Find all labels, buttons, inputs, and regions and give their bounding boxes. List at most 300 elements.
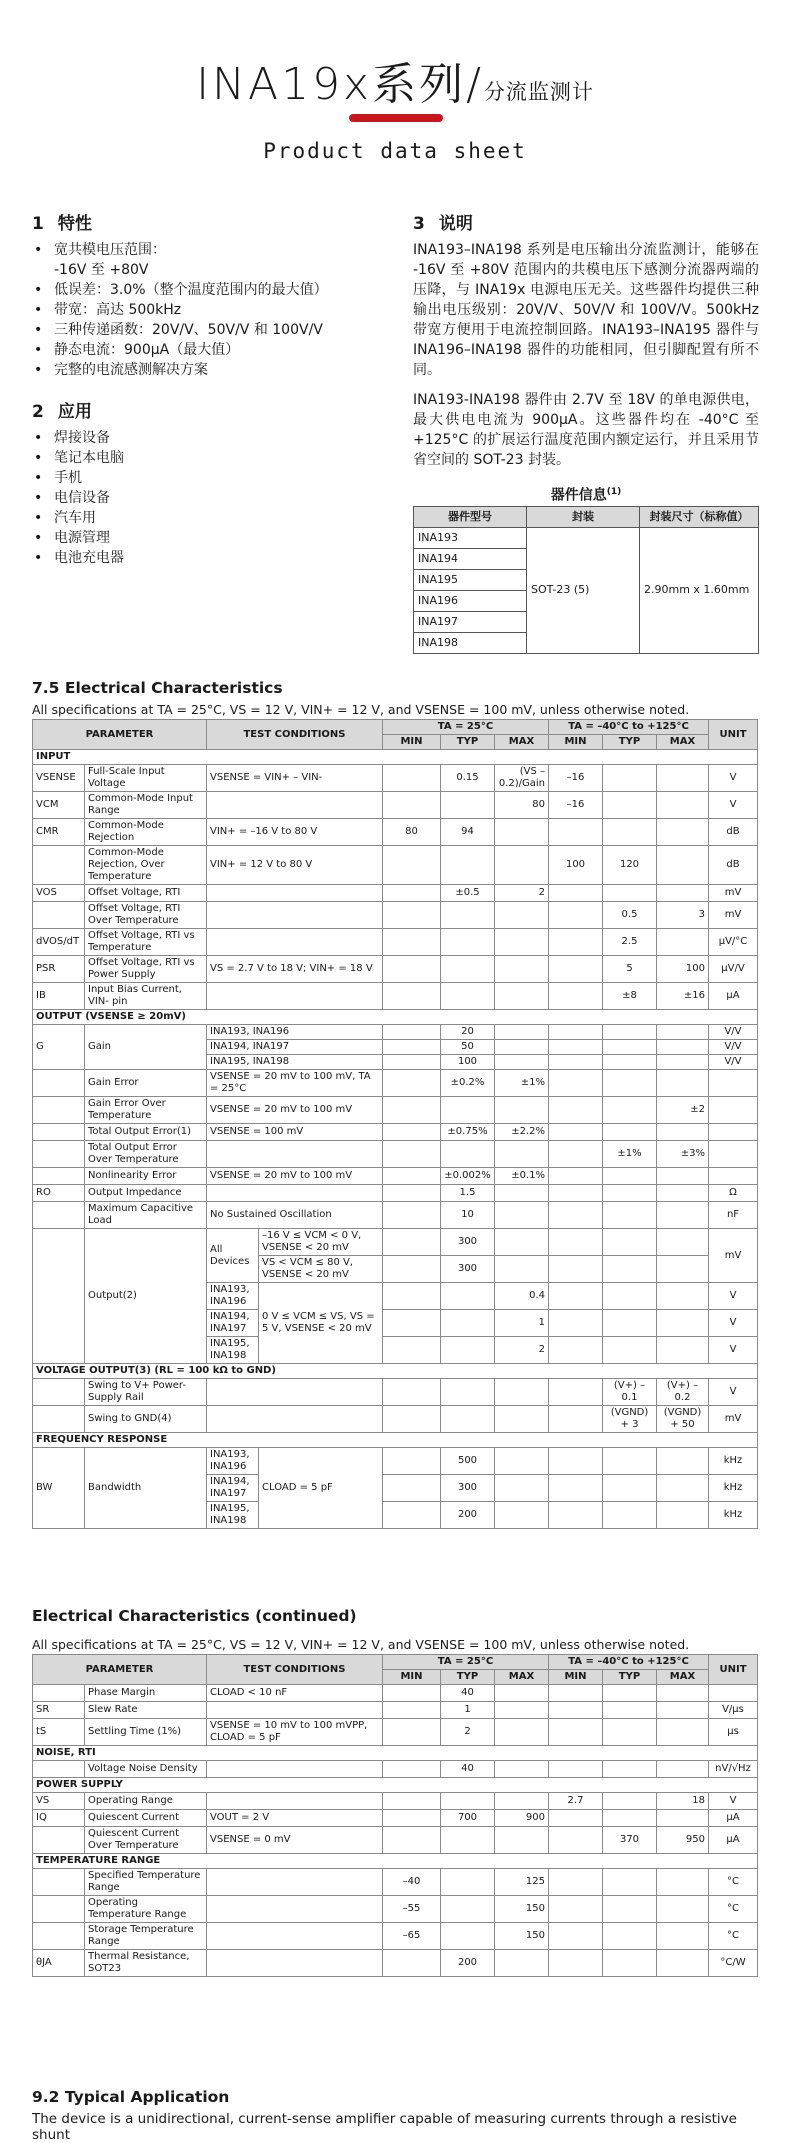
value: 3 bbox=[657, 902, 709, 929]
symbol: PSR bbox=[33, 956, 85, 983]
value bbox=[657, 1685, 709, 1702]
table-row bbox=[33, 792, 758, 819]
unit: V bbox=[709, 1337, 758, 1364]
symbol bbox=[33, 1406, 85, 1433]
parameter: Output Impedance bbox=[85, 1185, 207, 1202]
ec-note: All specifications at TA = 25°C, VS = 12 V, VIN+ = 12 V, and VSENSE = 100 mV, unless otherwise noted. bbox=[32, 1637, 690, 1652]
value bbox=[657, 1950, 709, 1977]
value bbox=[383, 1256, 441, 1283]
value bbox=[383, 1827, 441, 1854]
parameter: Operating Range bbox=[85, 1793, 207, 1810]
test-condition: CLOAD = 5 pF bbox=[259, 1448, 383, 1529]
part-number: INA193 bbox=[414, 527, 527, 548]
value bbox=[549, 1025, 603, 1040]
value bbox=[657, 1448, 709, 1475]
symbol bbox=[33, 1896, 85, 1923]
table-header: UNIT bbox=[709, 1655, 758, 1685]
value bbox=[383, 885, 441, 902]
value bbox=[603, 819, 657, 846]
table-row bbox=[33, 1685, 758, 1702]
unit: V/μs bbox=[709, 1702, 758, 1719]
value bbox=[603, 1168, 657, 1185]
left-column bbox=[32, 214, 392, 568]
unit: kHz bbox=[709, 1475, 758, 1502]
parameter: Voltage Noise Density bbox=[85, 1761, 207, 1778]
symbol bbox=[33, 1923, 85, 1950]
value bbox=[657, 885, 709, 902]
symbol: CMR bbox=[33, 819, 85, 846]
table-header: UNIT bbox=[709, 720, 758, 750]
value bbox=[549, 1475, 603, 1502]
value bbox=[603, 1310, 657, 1337]
value bbox=[603, 1185, 657, 1202]
value bbox=[657, 1283, 709, 1310]
ec-note: All specifications at TA = 25°C, VS = 12 V, VIN+ = 12 V, and VSENSE = 100 mV, unless otherwise noted. bbox=[32, 702, 690, 717]
table-row bbox=[33, 819, 758, 846]
value: 18 bbox=[657, 1793, 709, 1810]
part-number: INA196 bbox=[414, 590, 527, 611]
table-header: TYP bbox=[441, 735, 495, 750]
value bbox=[549, 1379, 603, 1406]
value: 100 bbox=[657, 956, 709, 983]
parameter: Maximum Capacitive Load bbox=[85, 1202, 207, 1229]
value bbox=[383, 956, 441, 983]
test-condition bbox=[207, 792, 383, 819]
group-label: INPUT bbox=[33, 750, 758, 765]
value bbox=[603, 1502, 657, 1529]
test-condition bbox=[207, 885, 383, 902]
value bbox=[383, 1502, 441, 1529]
device-group: INA193, INA196 bbox=[207, 1283, 259, 1310]
symbol: RO bbox=[33, 1185, 85, 1202]
value bbox=[603, 1869, 657, 1896]
value bbox=[495, 1702, 549, 1719]
title-main: INA19x系列/ bbox=[196, 59, 484, 110]
value bbox=[441, 1827, 495, 1854]
value bbox=[657, 1168, 709, 1185]
value: 50 bbox=[441, 1040, 495, 1055]
test-condition bbox=[207, 1185, 383, 1202]
unit: V bbox=[709, 1793, 758, 1810]
test-condition bbox=[207, 1950, 383, 1977]
value bbox=[383, 1310, 441, 1337]
symbol bbox=[33, 846, 85, 885]
value bbox=[657, 1475, 709, 1502]
test-condition: VSENSE = 100 mV bbox=[207, 1124, 383, 1141]
value bbox=[603, 1793, 657, 1810]
symbol: VSENSE bbox=[33, 765, 85, 792]
value bbox=[383, 983, 441, 1010]
list-item: -16V 至 +80V bbox=[54, 262, 149, 278]
value bbox=[495, 1141, 549, 1168]
parameter: Common-Mode Rejection, Over Temperature bbox=[85, 846, 207, 885]
value: 300 bbox=[441, 1229, 495, 1256]
value: 150 bbox=[495, 1923, 549, 1950]
test-condition: VIN+ = 12 V to 80 V bbox=[207, 846, 383, 885]
symbol: G bbox=[33, 1025, 85, 1070]
value bbox=[495, 1097, 549, 1124]
value bbox=[441, 929, 495, 956]
parameter: Offset Voltage, RTI vs Power Supply bbox=[85, 956, 207, 983]
list-item: • 汽车用 bbox=[32, 508, 392, 528]
parameter: Phase Margin bbox=[85, 1685, 207, 1702]
value: (V+) – 0.2 bbox=[657, 1379, 709, 1406]
value: (VGND) + 50 bbox=[657, 1406, 709, 1433]
value bbox=[549, 1337, 603, 1364]
value bbox=[603, 1896, 657, 1923]
table-header: MIN bbox=[549, 735, 603, 750]
value bbox=[441, 1793, 495, 1810]
value bbox=[441, 956, 495, 983]
device-group: INA194, INA197 bbox=[207, 1310, 259, 1337]
value bbox=[657, 1124, 709, 1141]
value bbox=[495, 1055, 549, 1070]
value bbox=[383, 1761, 441, 1778]
unit: mV bbox=[709, 902, 758, 929]
value bbox=[383, 1810, 441, 1827]
value: 200 bbox=[441, 1950, 495, 1977]
value bbox=[549, 1055, 603, 1070]
list-item: • 完整的电流感测解决方案 bbox=[32, 360, 392, 380]
unit: mV bbox=[709, 1406, 758, 1433]
parameter: Gain Error Over Temperature bbox=[85, 1097, 207, 1124]
value: (V+) – 0.1 bbox=[603, 1379, 657, 1406]
value bbox=[441, 1923, 495, 1950]
value bbox=[495, 1685, 549, 1702]
test-condition: INA193, INA196 bbox=[207, 1025, 383, 1040]
table-header: TYP bbox=[441, 1670, 495, 1685]
value bbox=[549, 1761, 603, 1778]
page-title bbox=[0, 48, 790, 112]
list-item: • 笔记本电脑 bbox=[32, 448, 392, 468]
value bbox=[383, 1793, 441, 1810]
test-condition bbox=[207, 1379, 383, 1406]
value bbox=[603, 1950, 657, 1977]
test-condition: 0 V ≤ VCM ≤ VS, VS = 5 V, VSENSE < 20 mV bbox=[259, 1283, 383, 1364]
unit: V bbox=[709, 1379, 758, 1406]
value bbox=[549, 983, 603, 1010]
test-condition: VIN+ = –16 V to 80 V bbox=[207, 819, 383, 846]
part-number: INA197 bbox=[414, 611, 527, 632]
table-group-row bbox=[33, 1433, 758, 1448]
parameter: Slew Rate bbox=[85, 1702, 207, 1719]
test-condition bbox=[207, 1406, 383, 1433]
symbol bbox=[33, 1761, 85, 1778]
value bbox=[383, 1283, 441, 1310]
table-header: MIN bbox=[549, 1670, 603, 1685]
parameter: Thermal Resistance, SOT23 bbox=[85, 1950, 207, 1977]
symbol: IB bbox=[33, 983, 85, 1010]
value: 0.15 bbox=[441, 765, 495, 792]
value bbox=[603, 1070, 657, 1097]
list-item: • 带宽：高达 500kHz bbox=[32, 300, 392, 320]
value bbox=[441, 983, 495, 1010]
value bbox=[383, 1124, 441, 1141]
value: 1 bbox=[495, 1310, 549, 1337]
test-condition: VS = 2.7 V to 18 V; VIN+ = 18 V bbox=[207, 956, 383, 983]
table-group-row bbox=[33, 1364, 758, 1379]
value: 300 bbox=[441, 1475, 495, 1502]
value bbox=[549, 1283, 603, 1310]
value bbox=[383, 902, 441, 929]
test-condition: VSENSE = 20 mV to 100 mV bbox=[207, 1097, 383, 1124]
value bbox=[383, 1040, 441, 1055]
value bbox=[603, 1097, 657, 1124]
value bbox=[657, 846, 709, 885]
value bbox=[603, 765, 657, 792]
table-header: MIN bbox=[383, 735, 441, 750]
value: 20 bbox=[441, 1025, 495, 1040]
value bbox=[603, 1810, 657, 1827]
value bbox=[603, 1448, 657, 1475]
unit: °C bbox=[709, 1869, 758, 1896]
value: 5 bbox=[603, 956, 657, 983]
table-header: TYP bbox=[603, 735, 657, 750]
value bbox=[441, 1097, 495, 1124]
value bbox=[495, 819, 549, 846]
value bbox=[657, 792, 709, 819]
value bbox=[383, 1070, 441, 1097]
parameter: Input Bias Current, VIN- pin bbox=[85, 983, 207, 1010]
test-condition bbox=[207, 1793, 383, 1810]
value: 125 bbox=[495, 1869, 549, 1896]
value bbox=[549, 929, 603, 956]
table-row bbox=[33, 1793, 758, 1810]
value bbox=[603, 1055, 657, 1070]
list-item: • 电源管理 bbox=[32, 528, 392, 548]
value bbox=[441, 902, 495, 929]
list-item: • 手机 bbox=[32, 468, 392, 488]
device-group: INA195, INA198 bbox=[207, 1502, 259, 1529]
value bbox=[383, 929, 441, 956]
value bbox=[495, 1256, 549, 1283]
symbol: SR bbox=[33, 1702, 85, 1719]
value bbox=[441, 1310, 495, 1337]
symbol: tS bbox=[33, 1719, 85, 1746]
parameter: Storage Temperature Range bbox=[85, 1923, 207, 1950]
table-row bbox=[33, 1761, 758, 1778]
unit: kHz bbox=[709, 1448, 758, 1475]
value bbox=[549, 1168, 603, 1185]
table-header: TA = 25°C bbox=[383, 1655, 549, 1670]
value bbox=[657, 1229, 709, 1256]
test-condition bbox=[207, 1923, 383, 1950]
value: ±0.5 bbox=[441, 885, 495, 902]
parameter: Gain bbox=[85, 1025, 207, 1070]
table-group-row bbox=[33, 1778, 758, 1793]
value: 120 bbox=[603, 846, 657, 885]
symbol bbox=[33, 1827, 85, 1854]
parameter: Offset Voltage, RTI Over Temperature bbox=[85, 902, 207, 929]
group-label: NOISE, RTI bbox=[33, 1746, 758, 1761]
part-number: INA194 bbox=[414, 548, 527, 569]
value: 200 bbox=[441, 1502, 495, 1529]
value bbox=[383, 1185, 441, 1202]
unit: dB bbox=[709, 846, 758, 885]
value bbox=[603, 792, 657, 819]
list-item: • 电信设备 bbox=[32, 488, 392, 508]
unit: °C bbox=[709, 1923, 758, 1950]
unit bbox=[709, 1124, 758, 1141]
value bbox=[441, 1379, 495, 1406]
list-item: • 三种传递函数：20V/V、50V/V 和 100V/V bbox=[32, 320, 392, 340]
value bbox=[657, 765, 709, 792]
value bbox=[383, 1025, 441, 1040]
value bbox=[603, 1719, 657, 1746]
group-label: POWER SUPPLY bbox=[33, 1778, 758, 1793]
value bbox=[549, 1185, 603, 1202]
value bbox=[383, 1475, 441, 1502]
value bbox=[549, 1406, 603, 1433]
features-list bbox=[32, 240, 392, 380]
test-condition: –16 V ≤ VCM < 0 V, VSENSE < 20 mV bbox=[259, 1229, 383, 1256]
right-column bbox=[413, 214, 759, 654]
value bbox=[657, 1310, 709, 1337]
ec-continued-heading: Electrical Characteristics (continued) bbox=[32, 1607, 357, 1625]
value bbox=[383, 1448, 441, 1475]
parameter: Total Output Error(1) bbox=[85, 1124, 207, 1141]
table-header: MAX bbox=[657, 1670, 709, 1685]
value: (VGND) + 3 bbox=[603, 1406, 657, 1433]
value bbox=[603, 885, 657, 902]
value bbox=[549, 1141, 603, 1168]
value bbox=[549, 1070, 603, 1097]
parameter: Common-Mode Input Range bbox=[85, 792, 207, 819]
device-group: INA194, INA197 bbox=[207, 1475, 259, 1502]
value bbox=[657, 1719, 709, 1746]
test-condition bbox=[207, 1761, 383, 1778]
group-label: VOLTAGE OUTPUT(3) (RL = 100 kΩ to GND) bbox=[33, 1364, 758, 1379]
electrical-characteristics-table bbox=[32, 719, 758, 1529]
value bbox=[657, 1810, 709, 1827]
value bbox=[549, 1923, 603, 1950]
symbol bbox=[33, 1379, 85, 1406]
value bbox=[549, 1869, 603, 1896]
value bbox=[495, 902, 549, 929]
value bbox=[549, 885, 603, 902]
table-header: TA = –40°C to +125°C bbox=[549, 720, 709, 735]
value bbox=[549, 1719, 603, 1746]
value bbox=[603, 1283, 657, 1310]
parameter: Offset Voltage, RTI bbox=[85, 885, 207, 902]
table-row bbox=[33, 846, 758, 885]
table-row bbox=[33, 1124, 758, 1141]
value bbox=[383, 1685, 441, 1702]
value bbox=[603, 1202, 657, 1229]
unit: °C/W bbox=[709, 1950, 758, 1977]
value bbox=[657, 1185, 709, 1202]
value bbox=[495, 1827, 549, 1854]
description-heading: 3 说明 bbox=[413, 214, 473, 234]
value bbox=[549, 1685, 603, 1702]
test-condition bbox=[207, 1141, 383, 1168]
value bbox=[441, 1283, 495, 1310]
value: 40 bbox=[441, 1685, 495, 1702]
electrical-characteristics-continued-table bbox=[32, 1654, 758, 1977]
table-row bbox=[33, 1896, 758, 1923]
parameter: Quiescent Current bbox=[85, 1810, 207, 1827]
value bbox=[603, 1229, 657, 1256]
value bbox=[441, 1896, 495, 1923]
device-group: INA193, INA196 bbox=[207, 1448, 259, 1475]
device-info-table bbox=[413, 506, 759, 654]
typical-application-text: The device is a unidirectional, current-sense amplifier capable of measuring currents through a resistive shunt bbox=[32, 2111, 737, 2143]
unit: μA bbox=[709, 1827, 758, 1854]
value bbox=[495, 846, 549, 885]
symbol bbox=[33, 902, 85, 929]
unit: nF bbox=[709, 1202, 758, 1229]
parameter: Quiescent Current Over Temperature bbox=[85, 1827, 207, 1854]
value: –16 bbox=[549, 792, 603, 819]
value bbox=[495, 929, 549, 956]
value bbox=[441, 1337, 495, 1364]
value: 100 bbox=[549, 846, 603, 885]
parameter: Operating Temperature Range bbox=[85, 1896, 207, 1923]
value bbox=[549, 1040, 603, 1055]
table-header: MAX bbox=[495, 735, 549, 750]
value bbox=[549, 902, 603, 929]
value bbox=[383, 1229, 441, 1256]
value bbox=[549, 819, 603, 846]
symbol: VCM bbox=[33, 792, 85, 819]
table-header: 封装尺寸（标称值） bbox=[640, 506, 759, 527]
value bbox=[495, 1025, 549, 1040]
value bbox=[495, 1229, 549, 1256]
value bbox=[383, 765, 441, 792]
parameter: Settling Time (1%) bbox=[85, 1719, 207, 1746]
table-row bbox=[33, 1869, 758, 1896]
test-condition: INA194, INA197 bbox=[207, 1040, 383, 1055]
value bbox=[549, 1097, 603, 1124]
parameter: Nonlinearity Error bbox=[85, 1168, 207, 1185]
value: 900 bbox=[495, 1810, 549, 1827]
table-row bbox=[33, 1827, 758, 1854]
value bbox=[495, 1448, 549, 1475]
table-group-row bbox=[33, 1854, 758, 1869]
value bbox=[495, 1719, 549, 1746]
value: 1.5 bbox=[441, 1185, 495, 1202]
test-condition bbox=[207, 1702, 383, 1719]
value: 2.5 bbox=[603, 929, 657, 956]
value bbox=[549, 1448, 603, 1475]
description-paragraph: INA193–INA198 系列是电压输出分流监测计，能够在 -16V 至 +80V 范围内的共模电压下感测分流器两端的压降，与 INA19x 电源电压无关。这些器件均提供三种输出电压级别：20V/V、50V/V 和 100V/V。500kHz 带宽方便用于电流控制回路。INA193–INA195 器件与 INA196–INA198 器件的功能相同，但引脚配置有所不同。 bbox=[413, 242, 759, 378]
value bbox=[495, 1502, 549, 1529]
unit: V bbox=[709, 1310, 758, 1337]
table-header: PARAMETER bbox=[33, 720, 207, 750]
value bbox=[441, 1406, 495, 1433]
table-row bbox=[33, 902, 758, 929]
value bbox=[383, 1168, 441, 1185]
unit: °C bbox=[709, 1896, 758, 1923]
value bbox=[657, 1256, 709, 1283]
table-row bbox=[33, 885, 758, 902]
table-row bbox=[33, 1923, 758, 1950]
value bbox=[549, 956, 603, 983]
parameter: Specified Temperature Range bbox=[85, 1869, 207, 1896]
test-condition: VOUT = 2 V bbox=[207, 1810, 383, 1827]
value: ±2 bbox=[657, 1097, 709, 1124]
value bbox=[495, 1202, 549, 1229]
value: 150 bbox=[495, 1896, 549, 1923]
value: ±0.1% bbox=[495, 1168, 549, 1185]
symbol: VS bbox=[33, 1793, 85, 1810]
value bbox=[383, 792, 441, 819]
parameter: Output(2) bbox=[85, 1229, 207, 1364]
table-row bbox=[33, 1406, 758, 1433]
typical-application-heading: 9.2 Typical Application bbox=[32, 2088, 230, 2106]
table-header: MIN bbox=[383, 1670, 441, 1685]
value bbox=[603, 1475, 657, 1502]
